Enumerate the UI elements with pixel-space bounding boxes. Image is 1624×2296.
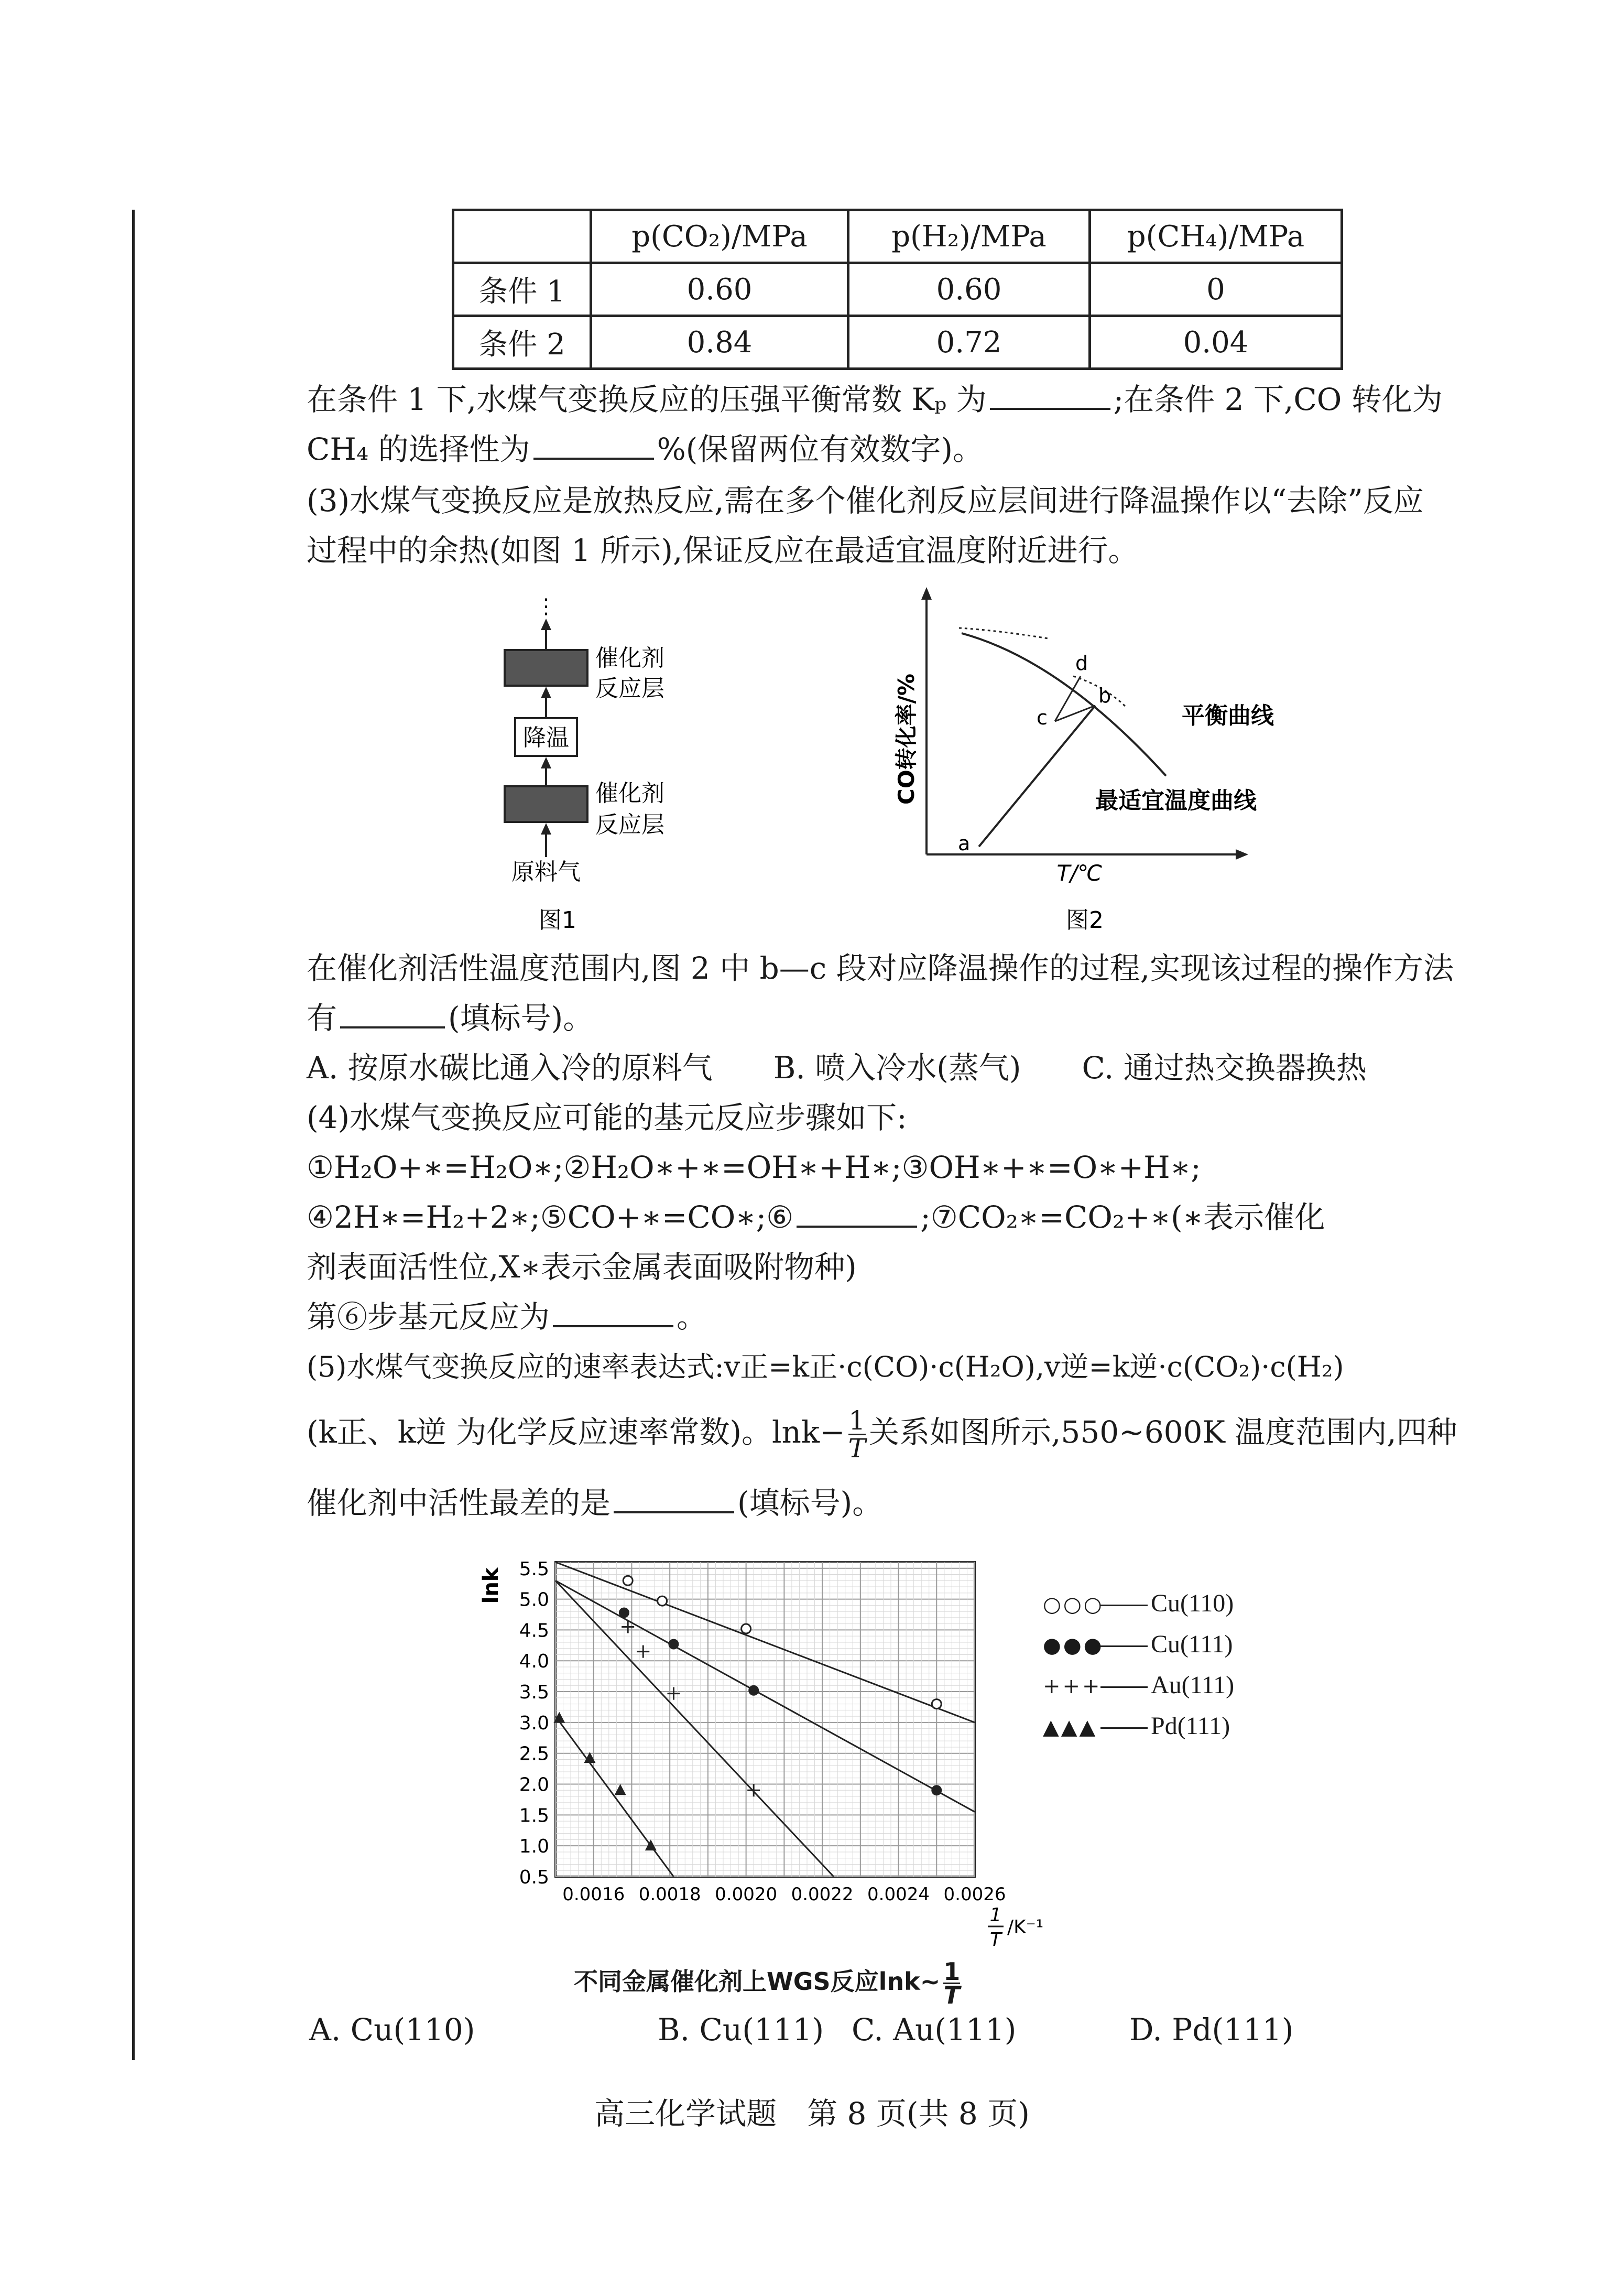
x-tick-labels <box>562 1884 1006 1905</box>
arrow-head-icon <box>921 587 932 600</box>
q3-after-line-2 <box>307 993 593 1043</box>
option-c[interactable]: C. Au(111) <box>852 2012 1017 2048</box>
answer-blank[interactable] <box>553 1298 673 1327</box>
legend-line <box>1100 1605 1148 1606</box>
fraction-denominator: T <box>848 1433 866 1464</box>
chart-caption <box>574 1957 961 2009</box>
table-cell: 0.72 <box>848 316 1090 369</box>
legend-item <box>1043 1583 1234 1624</box>
option-d[interactable]: D. Pd(111) <box>1129 2012 1294 2048</box>
table-row <box>453 263 1342 316</box>
table-cell: 0.84 <box>591 316 848 369</box>
q4-text: 。 <box>677 1299 707 1335</box>
y-tick-label: 2.0 <box>519 1774 549 1796</box>
q3-line-1: (3)水煤气变换反应是放热反应,需在多个催化剂反应层间进行降温操作以“去除”反应 <box>307 483 1424 518</box>
fig1-caption: 图1 <box>539 907 576 934</box>
fig2-point-c: c <box>1037 706 1048 729</box>
q3-after-line-1: 在催化剂活性温度范围内,图 2 中 b—c 段对应降温操作的过程,实现该过程的操作方法 <box>307 950 1454 986</box>
data-point <box>931 1785 942 1795</box>
q5-line-3 <box>307 1478 882 1528</box>
q5-line-2 <box>307 1405 1457 1464</box>
data-point <box>748 1685 759 1696</box>
table-cell: 0.04 <box>1090 316 1342 369</box>
data-point <box>658 1596 667 1606</box>
x-tick-label: 0.0026 <box>943 1884 1006 1905</box>
q4-text: ④2H∗=H₂+2∗;⑤CO+∗=CO∗;⑥ <box>307 1199 794 1235</box>
q5-text: (k正、k逆 为化学反应速率常数)。lnk− <box>307 1414 845 1450</box>
y-tick-label: 5.5 <box>519 1558 549 1580</box>
triangle-icon: ▲▲▲ <box>1043 1715 1098 1739</box>
circle-open-icon: ○○○ <box>1043 1593 1104 1617</box>
fraction-numerator: 1 <box>848 1405 866 1436</box>
y-tick-label: 5.0 <box>519 1589 549 1611</box>
table-cell: 条件 1 <box>453 263 591 316</box>
arrow-head-icon <box>1236 849 1248 860</box>
legend-label: Au(111) <box>1151 1671 1235 1699</box>
lnk-vs-inverse-T-chart <box>472 1552 1053 1950</box>
q5-text: 关系如图所示,550~600K 温度范围内,四种 <box>869 1414 1457 1450</box>
catalyst-layer-lower <box>505 786 587 822</box>
arrow-head-icon <box>541 823 551 835</box>
q4-text: 第⑥步基元反应为 <box>307 1299 550 1335</box>
q4-line-5 <box>307 1292 707 1342</box>
y-tick-label: 3.0 <box>519 1712 549 1734</box>
legend-item <box>1043 1665 1234 1706</box>
fraction-denominator: T <box>943 1981 960 2009</box>
data-point <box>619 1607 629 1618</box>
caption-fraction <box>943 1957 961 2009</box>
table-cell: 0 <box>1090 263 1342 316</box>
answer-blank[interactable] <box>797 1198 917 1228</box>
q2-text: CH₄ 的选择性为 <box>307 431 530 467</box>
table-row <box>453 316 1342 369</box>
q2-line-1 <box>307 375 1443 425</box>
q2-line-2 <box>307 425 983 474</box>
legend-item <box>1043 1706 1234 1747</box>
table-cell <box>453 210 591 263</box>
fig2-point-b: b <box>1098 684 1111 707</box>
table-header-row <box>453 210 1342 263</box>
y-tick-label: 0.5 <box>519 1867 549 1888</box>
q3-options: A. 按原水碳比通入冷的原料气 B. 喷入冷水(蒸气) C. 通过热交换器换热 <box>307 1050 1367 1086</box>
y-tick-label: 2.5 <box>519 1743 549 1765</box>
x-tick-label: 0.0020 <box>715 1884 778 1905</box>
legend-label: Cu(110) <box>1151 1589 1234 1617</box>
table-cell: 条件 2 <box>453 316 591 369</box>
table-header: p(CO₂)/MPa <box>591 210 848 263</box>
data-point <box>668 1639 679 1649</box>
x-tick-label: 0.0018 <box>638 1884 701 1905</box>
y-tick-label: 1.0 <box>519 1836 549 1858</box>
x-tick-label: 0.0016 <box>562 1884 625 1905</box>
catalyst-layer-upper <box>505 650 587 686</box>
fig2-xlabel: T/℃ <box>1056 860 1103 886</box>
table-header: p(H₂)/MPa <box>848 210 1090 263</box>
chart-legend <box>1043 1583 1234 1747</box>
answer-blank[interactable] <box>340 999 445 1028</box>
q2-text: ;在条件 2 下,CO 转化为 <box>1113 382 1443 417</box>
x-axis-unit: /K⁻¹ <box>1007 1916 1044 1938</box>
y-tick-label: 3.5 <box>519 1682 549 1704</box>
fig1-dots: ⋮ <box>536 594 557 619</box>
fig2-equilibrium-label: 平衡曲线 <box>1182 702 1274 729</box>
q3-text: (填标号)。 <box>448 1000 594 1036</box>
x-tick-label: 0.0022 <box>791 1884 854 1905</box>
x-axis-unit-den: T <box>990 1929 1001 1950</box>
answer-blank[interactable] <box>533 430 654 460</box>
fig2-point-d: d <box>1075 652 1088 675</box>
legend-label: Pd(111) <box>1151 1712 1230 1740</box>
circle-filled-icon: ●●● <box>1043 1633 1104 1658</box>
q4-line-1: (4)水煤气变换反应可能的基元反应步骤如下: <box>307 1100 907 1135</box>
data-point <box>742 1624 751 1633</box>
q4-text: ;⑦CO₂∗=CO₂+∗(∗表示催化 <box>920 1199 1325 1235</box>
q5-line-1: (5)水煤气变换反应的速率表达式:v正=k正·c(CO)·c(H₂O),v逆=k逆·c(CO₂)·c(H₂) <box>307 1350 1344 1383</box>
answer-blank[interactable] <box>990 381 1110 410</box>
plus-icon: +++ <box>1043 1674 1102 1698</box>
arrow-head-icon <box>541 619 551 630</box>
fig2-ylabel: CO转化率/% <box>893 674 919 805</box>
fig1-layer-label: 催化剂 <box>595 780 664 807</box>
legend-line <box>1100 1686 1148 1688</box>
q2-text: 在条件 1 下,水煤气变换反应的压强平衡常数 Kₚ 为 <box>307 382 987 417</box>
chart-caption-text: 不同金属催化剂上WGS反应lnk~ <box>574 1967 941 1996</box>
legend-line <box>1100 1645 1148 1647</box>
page-footer: 高三化学试题 第 8 页(共 8 页) <box>594 2096 1030 2131</box>
q4-line-2: ①H₂O+∗=H₂O∗;②H₂O∗+∗=OH∗+H∗;③OH∗+∗=O∗+H∗; <box>307 1150 1201 1185</box>
x-axis-unit-num: 1 <box>989 1904 1002 1926</box>
segment-c-d <box>1055 676 1081 721</box>
fig1-layer-label: 催化剂 <box>595 645 664 672</box>
q5-text: (填标号)。 <box>737 1485 883 1521</box>
fig2-optimal-label: 最适宜温度曲线 <box>1095 787 1257 814</box>
legend-label: Cu(111) <box>1151 1630 1233 1658</box>
figure-1-reactor <box>472 592 744 938</box>
y-tick-labels <box>519 1558 549 1888</box>
legend-line <box>1100 1727 1148 1729</box>
q4-line-3 <box>307 1193 1325 1242</box>
option-b[interactable]: B. Cu(111) <box>658 2012 824 2048</box>
fig1-layer-label: 反应层 <box>595 675 664 702</box>
arrow-head-icon <box>541 687 551 698</box>
option-a[interactable]: A. Cu(110) <box>309 2012 475 2048</box>
margin-rule <box>132 210 135 2060</box>
fig1-cool-label: 降温 <box>523 724 569 751</box>
y-axis-label: lnk <box>479 1567 503 1604</box>
q5-text: 催化剂中活性最差的是 <box>307 1485 611 1521</box>
table-header: p(CH₄)/MPa <box>1090 210 1342 263</box>
fig2-caption: 图2 <box>1066 907 1104 934</box>
answer-blank[interactable] <box>614 1484 734 1513</box>
fig2-point-a: a <box>958 832 971 855</box>
arrow-head-icon <box>541 757 551 768</box>
fig1-feed-label: 原料气 <box>511 859 581 885</box>
q3-text: 有 <box>307 1000 337 1036</box>
q2-text: %(保留两位有效数字)。 <box>657 431 984 467</box>
condition-table <box>452 209 1343 370</box>
fig1-layer-label: 反应层 <box>595 811 664 838</box>
q4-line-4: 剂表面活性位,X∗表示金属表面吸附物种) <box>307 1249 857 1285</box>
fraction-1-over-T <box>848 1405 866 1464</box>
x-tick-label: 0.0024 <box>867 1884 930 1905</box>
data-point <box>932 1699 941 1709</box>
q3-line-2: 过程中的余热(如图 1 所示),保证反应在最适宜温度附近进行。 <box>307 533 1139 568</box>
y-tick-label: 4.0 <box>519 1651 549 1673</box>
data-point <box>623 1576 633 1585</box>
table-cell: 0.60 <box>848 263 1090 316</box>
legend-item <box>1043 1624 1234 1665</box>
fraction-numerator: 1 <box>943 1957 961 1986</box>
y-tick-label: 1.5 <box>519 1805 549 1827</box>
y-tick-label: 4.5 <box>519 1620 549 1642</box>
plot-frame <box>555 1562 975 1877</box>
table-cell: 0.60 <box>591 263 848 316</box>
figure-2-conversion <box>880 582 1310 938</box>
